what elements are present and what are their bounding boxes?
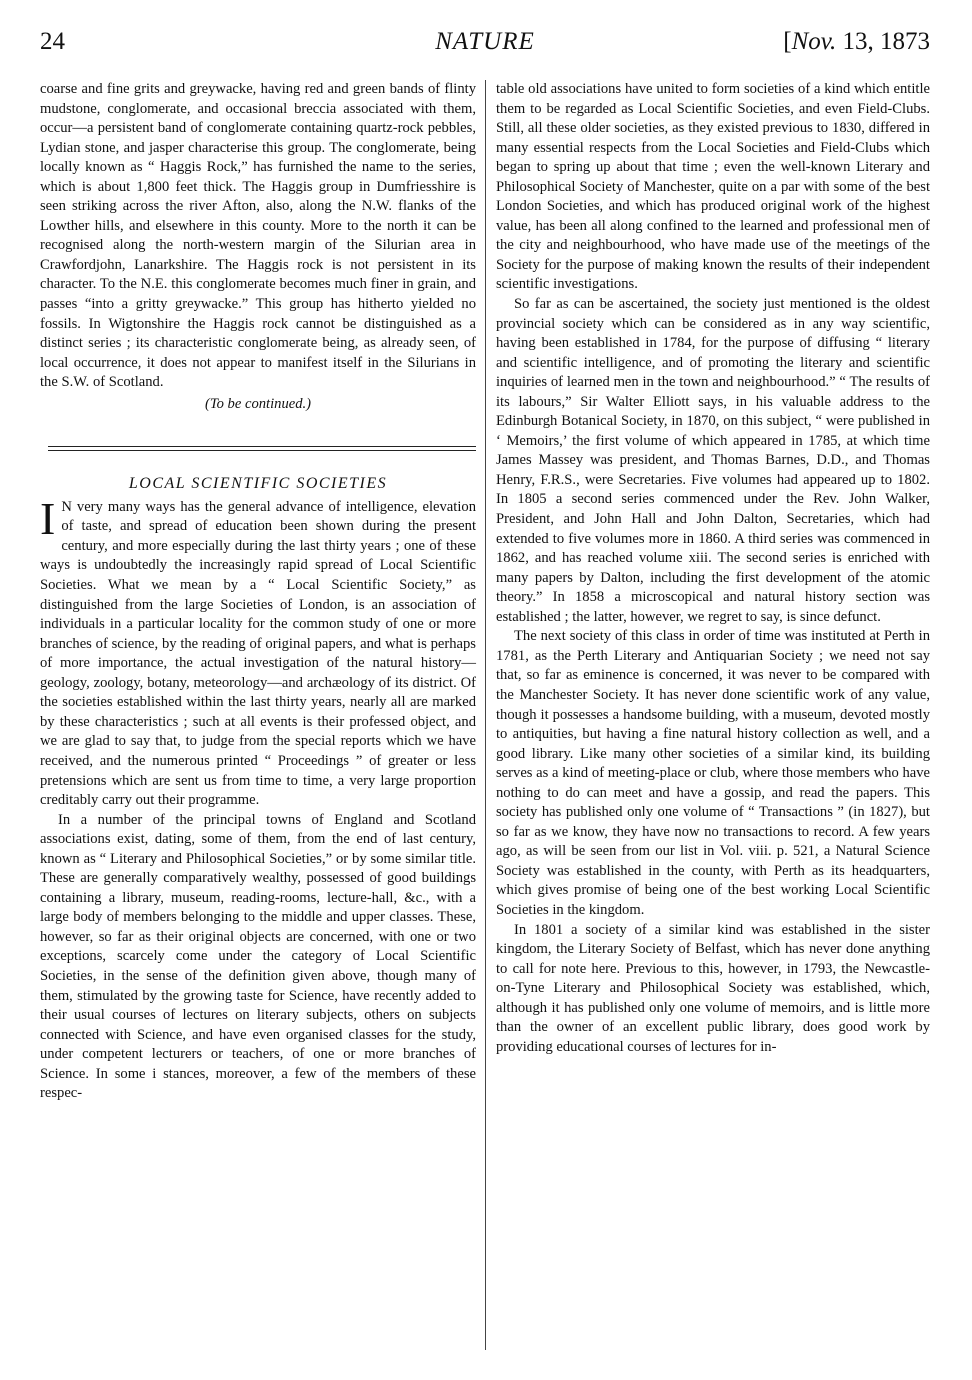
drop-cap: I (40, 492, 56, 544)
left-paragraph-3: In a number of the principal towns of England and Scotland associations exist, dating, some of them, from the end of last century, known as “ Literary and Philosophical Societies,” or by some similar title. These are generally comparatively wealthy, possessed of good buildings containing a library, museum, reading-rooms, lecture-hall, &c., with a large body of members belonging to the middle and upper classes. These, however, so far as their original objects are concerned, with one or two exceptions, scarcely come under the category of Local Scientific Societies, in the sense of the definition given above, though many of them, stimulated by the growing taste for Science, have recently added to their usual courses of lectures on literary subjects, others on subjects connected with Science, and have even organised classes for the study, under competent lecturers or teachers, of one or more branches of Science. In some i stances, moreover, a few of the members of these respec- (40, 811, 476, 1102)
page-header (40, 28, 930, 62)
right-paragraph-4: In 1801 a society of a similar kind was established in the sister kingdom, the Literary Society of Belfast, which has never done anything to call for note here. Previous to this, however, in 1793, the Newcastle-on-Tyne Literary and Philosophical Society was established, which, although it has published only one volume of memoirs, and is little more than the owner of an excellent public library, does good work by providing educational courses of lectures for in- (496, 921, 930, 1055)
left-paragraph-1: coarse and fine grits and greywacke, having red and green bands of flinty mudstone, conglomerate, and occasional breccia associated with them, occur—a persistent band of conglomerate containing quartz-rock pebbles, Lydian stone, and jasper characterise this group. The conglomerate, being locally known as “ Haggis Rock,” has furnished the name to the series, which is about 1,800 feet thick. The Haggis group in Dumfriesshire is seen striking across the river Afton, also, along the N.W. flanks of the Lowther hills, and elsewhere in this county. More to the north it can be recognised along the north-western margin of the Silurian area in Crawfordjohn, Lanarkshire. The Haggis rock is not persistent in its character. To the N.E. this conglomerate becomes much finer in grain, and passes “into a gritty greywacke.” This group has hitherto yielded no fossils. In Wigtonshire the Haggis rock cannot be distinguished as a distinct series ; its characteristic conglomerate being, as already seen, of local occurrence, it does not appear to manifest itself in the Silurians in the S.W. of Scotland. (40, 81, 476, 391)
article-title: LOCAL SCIENTIFIC SOCIETIES (128, 475, 388, 493)
date-month: Nov. (791, 28, 837, 55)
date-rest: 13, 1873 (836, 28, 930, 55)
issue-date (783, 28, 930, 56)
left-paragraph-2 (40, 492, 476, 811)
right-paragraph-2: So far as can be ascertained, the society just mentioned is the oldest provincial society which can be considered as in any way scientific, having been established in 1784, for the purpose of diffusing “ literary and scientific intelligence, and of promoting the literary and scientific inquiries of learned men in the town and neighbourhood.” “ The results of its labours,” Sir Walter Elliott says, in his valuable address to the Edinburgh Botanical Society, in 1870, on this subject, “ were published in ‘ Memoirs,’ the first volume of which appeared in 1785, at which time James Massey was president, and Thomas Barnes, D.D., and Thomas Henry, F.R.S., were Secretaries. Five volumes had appeared up to 1802. In 1805 a second series commenced under the Rev. John Walker, President, and John Hall and John Dalton, Secretaries, which had extended to five volumes more in 1860. A third series was commenced in 1862, and has reached volume xiii. The second series is enriched with many papers by Dalton, including the first development of the atomic theory.” In 1858 a microscopical and natural history section was established ; the latter, however, we regret to say, is since defunct. (496, 296, 930, 625)
journal-title: NATURE (435, 28, 535, 55)
left-paragraph-2-text: N very many ways has the general advance of intelligence, elevation of taste, and spread of education been shown during the present century, and more especially during the last thirty years ; one of these ways is undoubtedly the increasingly rapid spread of Local Scientific Societies. What we mean by a “ Local Scientific Society,” as distinguished from the large Societies of London, is an association of individuals in a particular locality for the common study of one or more branches of science, by the reading of original papers, and what is perhaps of more importance, the actual investigation of the natural history—geology, zoology, botany, meteorology—and archæology of its district. Of the societies established within the last thirty years, nearly all are marked by these characteristics ; such at all events is their professed object, and we are glad to say that, to judge from the special reports which we have received, and the numerous printed “ Proceedings ” of greater or less pretensions which are sent us from time to time, a very large proportion creditably carry out their programme. (40, 498, 476, 809)
page-number: 24 (40, 28, 65, 55)
column-rule (485, 80, 486, 1350)
to-be-continued: (To be continued.) (204, 395, 312, 412)
right-paragraph-1: table old associations have united to form societies of a kind which entitle them to be regarded as Local Scientific Societies, and even Field-Clubs. Still, all these older societies, as they existed previous to 1830, differed in many essential respects from the Local Societies and Field-Clubs which began to spring up about that time ; even the well-known Literary and Philosophical Society of Manchester, quite on a par with some of the best London Societies, and which has produced original work of the highest value, has been all along confined to the learned and professional men of the city and neighbourhood, who have made use of the meetings of the Society for the purpose of making known the results of their independent scientific investigations. (496, 81, 930, 293)
left-column (40, 80, 476, 1104)
date-bracket: [ (783, 28, 792, 55)
right-column (496, 80, 930, 1057)
right-paragraph-3: The next society of this class in order of time was instituted at Perth in 1781, as the Perth Literary and Antiquarian Society ; we need not say that, so far as eminence is concerned, it was never to be compared with the Manchester Society. It has never done scientific work of any value, though it possesses a handsome building, with a museum, devoted mostly to antiquities, but having a fine natural history collection as well, and a good library. Like many other societies of a similar kind, its building serves as a kind of meeting-place or club, where those members who have nothing to do can meet and have a gossip, and read the papers. This society has published only one volume of “ Transactions ” (in 1827), but so far as we know, they have now no transactions to record. A few years ago, as will be seen from our list in Vol. viii. p. 521, a Natural Science Society was established in the county, with Perth as its headquarters, which gives promise of being one of the best working Local Scientific Societies in the kingdom. (496, 628, 930, 918)
section-divider (48, 446, 476, 451)
